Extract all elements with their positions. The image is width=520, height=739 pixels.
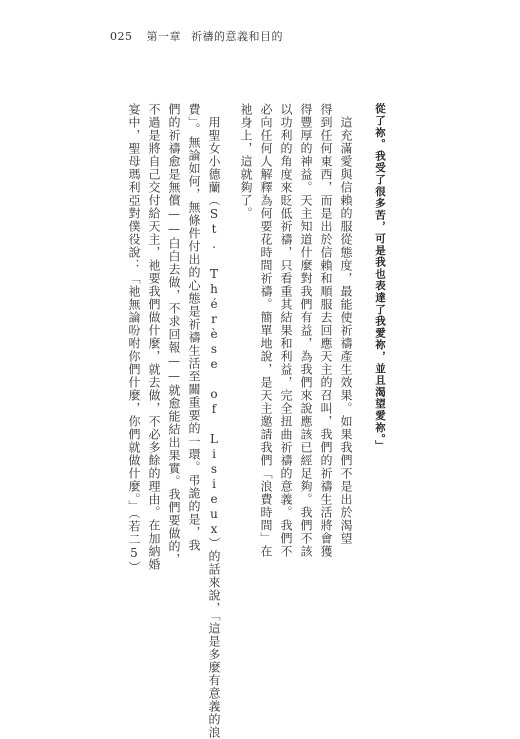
- text-column-3: 得到任何東西，而是出於信賴和順服去回應天主的召叫，我們的祈禱生活將會獲: [319, 103, 333, 558]
- chapter-label: 第一章: [146, 30, 181, 43]
- text-column-1: 從了祢。我受了很多苦，可是我也表達了我愛祢，並且渴望愛祢。」: [374, 103, 386, 452]
- text-column-5: 以功利的角度來貶低祈禱，只看重其結果和利益，完全扭曲祈禱的意義。我們不: [279, 103, 293, 558]
- text-column-6: 必向任何人解釋為何要花時間祈禱。簡單地說，是天主邀請我們「浪費時間」在: [259, 103, 273, 558]
- text-column-13: 宴中，聖母瑪利亞對僕役說：「祂無論吩咐你們什麼，你們就做什麼。」（若二5）: [127, 103, 141, 574]
- chapter-title: 祈禱的意義和目的: [191, 30, 283, 43]
- text-column-11: 們的祈禱愈是無償——白白去做，不求回報——就愈能結出果實。我們要做的，: [167, 103, 181, 566]
- text-column-7: 祂身上，這就夠了。: [239, 103, 253, 220]
- page-number: 025: [110, 30, 133, 43]
- text-column-12: 不過是將自己交付給天主，祂要我們做什麼，就去做，不必多餘的理由。在加納婚: [147, 103, 161, 571]
- running-header: [110, 28, 283, 44]
- text-column-9: 用聖女小德蘭（St. Thérèse of Lisieux）的話來說，「這是多麼有意義的浪: [207, 103, 221, 739]
- text-column-10: 費」。無論如何，無條件付出的心態是祈禱生活至關重要的一環。弔詭的是，我: [187, 103, 201, 552]
- text-column-4: 得豐厚的神益。天主知道什麼對我們有益，為我們來說應該已經足夠。我們不該: [299, 103, 313, 558]
- text-column-2: 這充滿愛與信賴的服從態度，最能使祈禱產生效果。如果我們不是出於渴望: [339, 103, 353, 545]
